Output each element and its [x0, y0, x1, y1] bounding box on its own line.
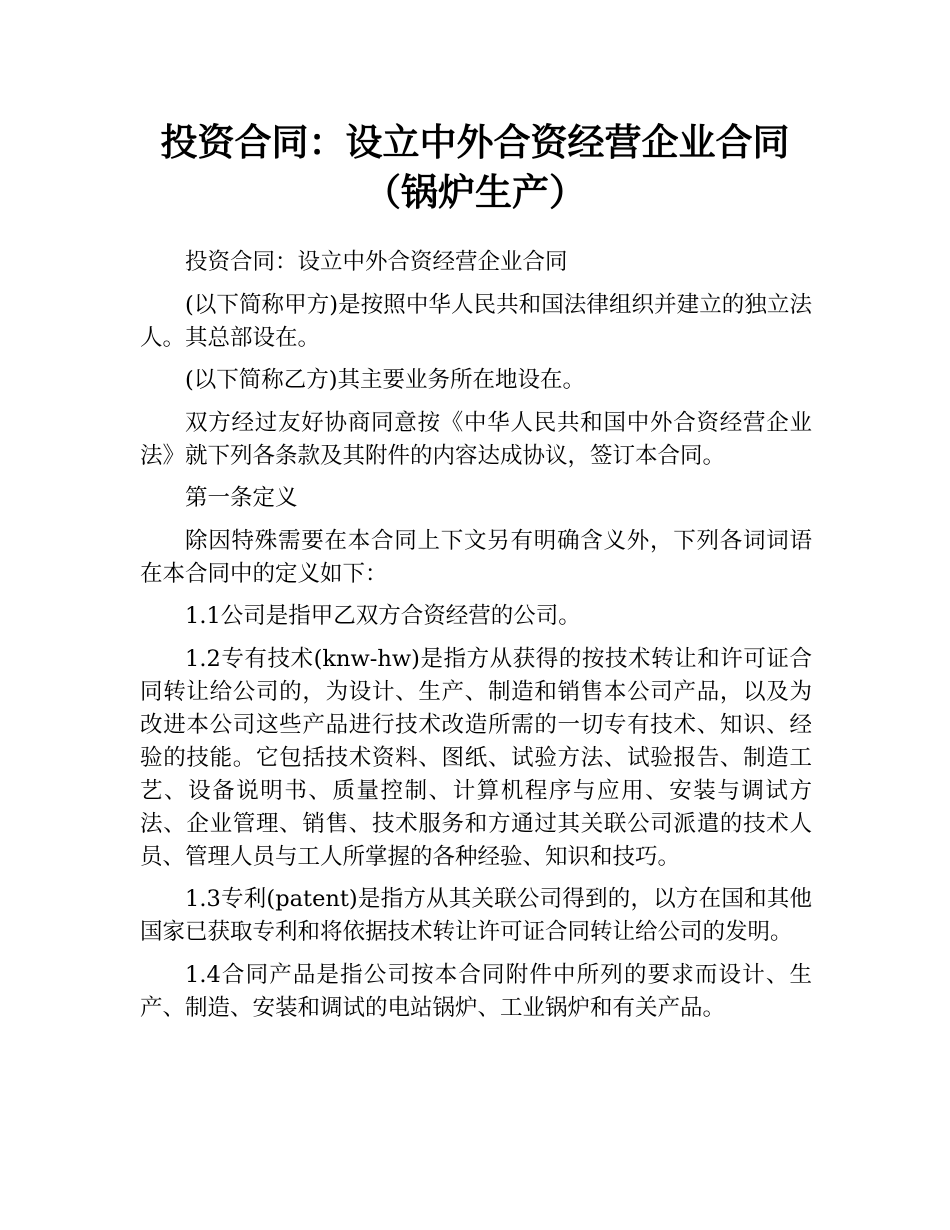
paragraph-def-1-1: 1.1公司是指甲乙双方合资经营的公司。 [185, 603, 581, 629]
paragraph-definitions-intro: 除因特殊需要在本合同上下文另有明确含义外，下列各词词语在本合同中的定义如下： [140, 527, 812, 587]
paragraph-party-b: (以下简称乙方)其主要业务所在地设在。 [185, 367, 586, 393]
paragraph-agreement: 双方经过友好协商同意按《中华人民共和国中外合资经营企业法》就下列各条款及其附件的内容达成协议，签订本合同。 [140, 409, 812, 469]
document-body [140, 246, 812, 1034]
document-title [140, 118, 810, 218]
paragraph-def-1-3: 1.3专利(patent)是指方从其关联公司得到的，以方在国和其他国家已获取专利和将依据技术转让许可证合同转让给公司的发明。 [140, 886, 812, 945]
paragraph-article-1: 第一条定义 [185, 485, 298, 511]
paragraph-def-1-2: 1.2专有技术(knw-hw)是指方从获得的按技术转让和许可证合同转让给公司的，为设计、生产、制造和销售本公司产品，以及为改进本公司这些产品进行技术改造所需的一切专有技术、知识、经验的技能。它包括技术资料、图纸、试验方法、试验报告、制造工艺、设备说明书、质量控制、计算机程序与应用、安装与调试方法、企业管理、销售、技术服务和方通过其关联公司派遣的技术人员、管理人员与工人所掌握的各种经验、知识和技巧。 [140, 645, 812, 870]
title-line-1: 投资合同：设立中外合资经营企业合同 [160, 121, 790, 164]
title-line-2: （锅炉生产） [364, 171, 586, 214]
paragraph-party-a: (以下简称甲方)是按照中华人民共和国法律组织并建立的独立法人。其总部设在。 [140, 291, 812, 351]
paragraph-heading: 投资合同：设立中外合资经营企业合同 [185, 249, 568, 275]
paragraph-def-1-4: 1.4合同产品是指公司按本合同附件中所列的要求而设计、生产、制造、安装和调试的电站锅炉、工业锅炉和有关产品。 [140, 961, 812, 1021]
